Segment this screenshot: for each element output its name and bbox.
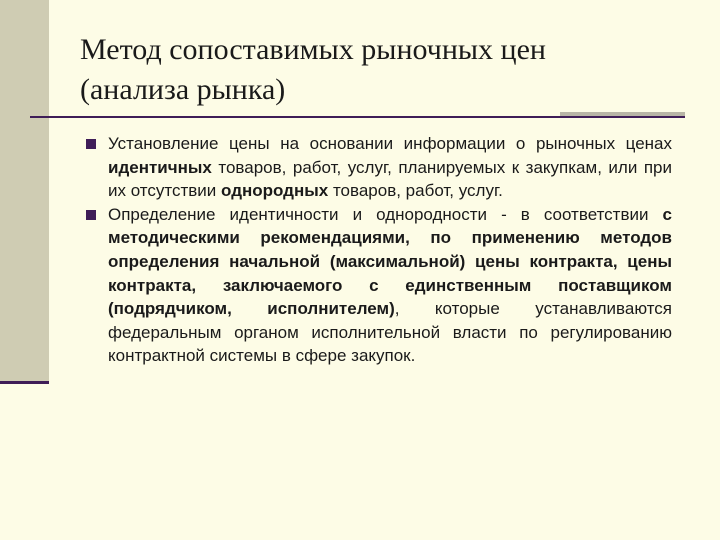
slide-title-line-2: (анализа рынка) [80, 73, 286, 106]
bullet-2-text-b: , которые устанавливаются федеральным органом исполнительной власти по регулированию контрактной системы в сфере закупок. [108, 299, 672, 366]
bullet-1-text-a: Установление цены на основании информации о рыночных ценах [108, 134, 672, 153]
left-band-underline [0, 381, 49, 384]
slide-body [86, 132, 672, 368]
bullet-1-text-c: товаров, работ, услуг. [328, 181, 503, 201]
bullet-2-bold-methodology: с методическими рекомендациями, по применению методов определения начальной (максимальной) цены контракта, цены контракта, заключаемого с единственным поставщиком (подрядчиком, исполнителем) [108, 204, 672, 319]
slide-title [80, 30, 700, 110]
bullet-1-bold-identical: идентичных [108, 157, 212, 177]
bullet-1-bold-homogeneous: однородных [221, 181, 329, 201]
title-divider [30, 116, 685, 118]
bullet-1-text-b: товаров, работ, услуг, планируемых к закупкам, или при их отсутствии [108, 157, 672, 201]
left-decorative-band [0, 0, 49, 382]
bullet-2-text-a: Определение идентичности и однородности - в соответствии [108, 204, 663, 224]
bullet-item-2 [86, 203, 672, 368]
square-bullet-icon [86, 139, 96, 149]
square-bullet-icon [86, 210, 96, 220]
slide-title-line-1: Метод сопоставимых рыночных цен [80, 33, 546, 66]
bullet-item-1 [86, 132, 672, 203]
